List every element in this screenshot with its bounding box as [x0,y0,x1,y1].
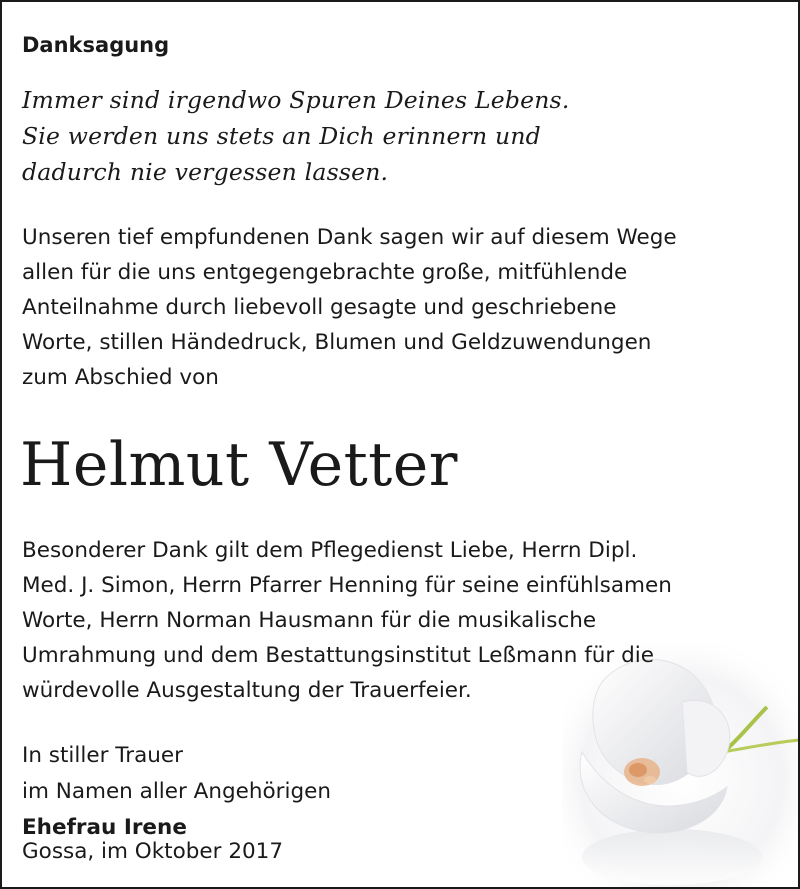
special-thanks-line: Worte, Herrn Norman Hausmann für die musikalische [22,608,597,633]
gratitude-line: Anteilnahme durch liebevoll gesagte und geschriebene [22,295,617,320]
memorial-quote [22,82,792,190]
deceased-name: Helmut Vetter [20,430,458,500]
gratitude-line: zum Abschied von [22,365,219,390]
quote-line: dadurch nie vergessen lassen. [22,158,389,186]
quote-line: Immer sind irgendwo Spuren Deines Lebens. [22,86,570,114]
special-thanks-line: Med. J. Simon, Herrn Pfarrer Henning für seine einfühlsamen [22,573,672,598]
special-thanks-paragraph [22,533,792,708]
closing-line-mourning: In stiller Trauer [22,743,183,768]
special-thanks-line: würdevolle Ausgestaltung der Trauerfeier. [22,678,472,703]
gratitude-line: allen für die uns entgegengebrachte große, mitfühlende [22,260,628,285]
quote-line: Sie werden uns stets an Dich erinnern und [22,122,541,150]
gratitude-line: Worte, stillen Händedruck, Blumen und Geldzuwendungen [22,330,652,355]
notice-content [22,28,792,846]
gratitude-paragraph [22,220,792,395]
closing-line-relatives: im Namen aller Angehörigen [22,779,331,804]
gratitude-line: Unseren tief empfundenen Dank sagen wir auf diesem Wege [22,225,677,250]
special-thanks-line: Umrahmung und dem Bestattungsinstitut Leßmann für die [22,643,654,668]
special-thanks-line: Besonderer Dank gilt dem Pflegedienst Liebe, Herrn Dipl. [22,538,638,563]
place-and-date: Gossa, im Oktober 2017 [22,839,284,864]
closing-block [22,738,792,846]
signature: Ehefrau Irene [22,815,187,840]
notice-heading: Danksagung [22,33,170,57]
